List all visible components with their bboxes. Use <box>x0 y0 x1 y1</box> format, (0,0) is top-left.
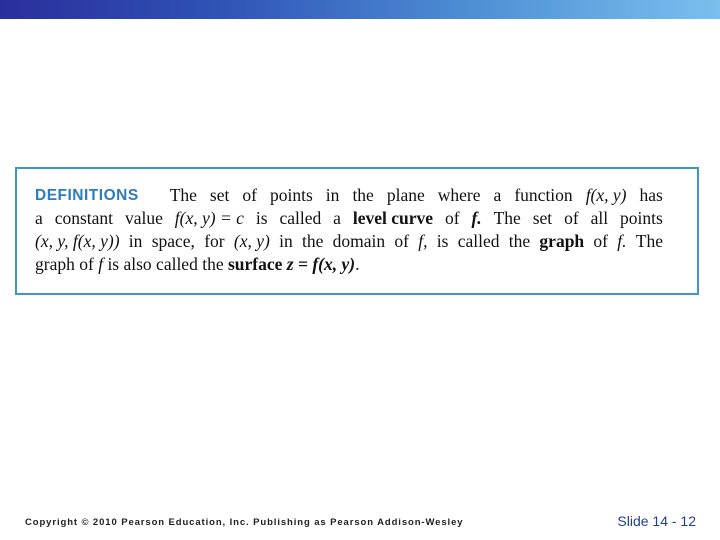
definition-heading: DEFINITIONS <box>35 187 139 204</box>
term-surface: surface <box>227 254 283 274</box>
definition-line-4: graph of f is also called the surface z = f(x, y) . <box>35 254 360 274</box>
definition-line-2: a constant value f(x, y) = c is called a level curve of f. The set of all points <box>35 208 663 228</box>
level-equation: f(x, y) = c <box>174 208 244 228</box>
slide-number: Slide 14 - 12 <box>617 513 696 529</box>
definition-line-3: (x, y, f(x, y)) in space, for (x, y) in the domain of f, is called the graph of f. The <box>35 231 663 251</box>
definition-line-1: DEFINITIONS The set of points in the plane where a function f(x, y) has <box>35 185 663 205</box>
copyright-notice: Copyright © 2010 Pearson Education, Inc. Publishing as Pearson Addison-Wesley <box>25 517 464 528</box>
surface-equation: z = f(x, y) <box>286 254 356 274</box>
definition-text <box>35 184 663 276</box>
function-expression: f(x, y) <box>585 185 627 205</box>
term-level-curve: level curve <box>352 208 434 228</box>
header-bar <box>0 0 720 19</box>
term-graph: graph <box>539 231 585 251</box>
